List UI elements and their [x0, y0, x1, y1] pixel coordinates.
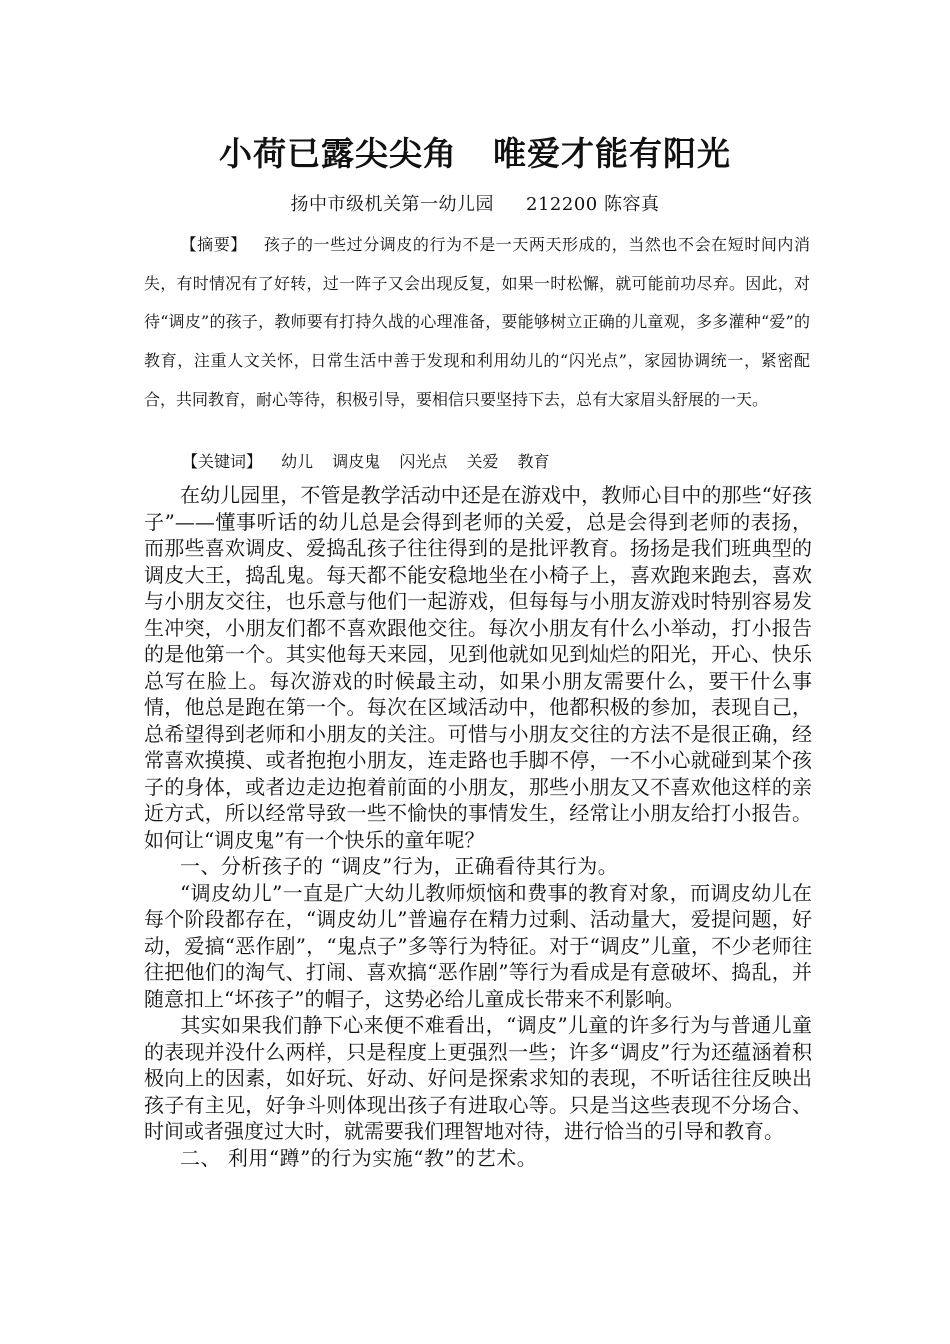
keyword-item: 幼儿 [281, 452, 314, 471]
body-paragraph [144, 880, 812, 1013]
section-heading [144, 853, 812, 880]
body-paragraph-text: “调皮幼儿”一直是广大幼儿教师烦恼和费事的教育对象，而调皮幼儿在每个阶段都存在，“调皮幼儿”普遍存在精力过剩、活动量大，爱提问题，好动，爱搞“恶作剧”，“鬼点子”多等行为特征。对于“调皮”儿童，不少老师往往把他们的淘气、打闹、喜欢搞“恶作剧”等行为看成是有意破坏、捣乱，并随意扣上“坏孩子”的帽子，这势必给儿童成长带来不利影响。 [144, 880, 812, 1011]
keywords [182, 448, 812, 476]
author-line [0, 190, 950, 216]
body-paragraph [144, 482, 812, 853]
title-part-1: 小荷已露尖尖角 [219, 134, 457, 173]
keyword-item: 闪光点 [399, 452, 448, 471]
title-part-2: 唯爱才能有阳光 [493, 134, 731, 173]
author-institution: 扬中市级机关第一幼儿园 [290, 194, 495, 215]
abstract-text: 孩子的一些过分调皮的行为不是一天两天形成的，当然也不会在短时间内消失，有时情况有了好转，过一阵子又会出现反复，如果一时松懈，就可能前功尽弃。因此，对待“调皮”的孩子，教师要有打持久战的心理准备，要能够树立正确的儿童观，多多灌种“爱”的教育，注重人文关怀，日常生活中善于发现和利用幼儿的“闪光点”，家园协调统一，紧密配合，共同教育，耐心等待，积极引导，要相信只要坚持下去，总有大家眉头舒展的一天。 [144, 235, 810, 409]
section-heading [144, 1145, 812, 1172]
author-postcode: 212200 [526, 194, 598, 215]
author-name: 陈容真 [603, 194, 660, 215]
keyword-item: 调皮鬼 [332, 452, 381, 471]
keyword-item: 教育 [517, 452, 550, 471]
page-title [0, 128, 950, 175]
keyword-item: 关爱 [466, 452, 499, 471]
abstract [144, 226, 810, 420]
section-heading-text: 一、分析孩子的 “调皮”行为，正确看待其行为。 [180, 854, 619, 878]
section-heading-text: 二、 利用“蹲”的行为实施“教”的艺术。 [180, 1145, 538, 1170]
keywords-label: 【关键词】 [182, 452, 263, 471]
abstract-label: 【摘要】 [180, 235, 247, 254]
body-text [144, 482, 812, 1171]
body-paragraph-text: 其实如果我们静下心来便不难看出，“调皮”儿童的许多行为与普通儿童的表现并没什么两样，只是程度上更强烈一些；许多“调皮”行为还蕴涵着积极向上的因素，如好玩、好动、好问是探索求知的表现，不听话往往反映出孩子有主见，好争斗则体现出孩子有进取心等。只是当这些表现不分场合、时间或者强度过大时，就需要我们理智地对待，进行恰当的引导和教育。 [144, 1013, 812, 1143]
body-paragraph-text: 在幼儿园里，不管是教学活动中还是在游戏中，教师心目中的那些“好孩子”——懂事听话的幼儿总是会得到老师的关爱，总是会得到老师的表扬，而那些喜欢调皮、爱捣乱孩子往往得到的是批评教育。扬扬是我们班典型的调皮大王，捣乱鬼。每天都不能安稳地坐在小椅子上，喜欢跑来跑去，喜欢与小朋友交往，也乐意与他们一起游戏，但每每与小朋友游戏时特别容易发生冲突，小朋友们都不喜欢跟他交往。每次小朋友有什么小举动，打小报告的是他第一个。其实他每天来园，见到他就如见到灿烂的阳光，开心、快乐总写在脸上。每次游戏的时候最主动，如果小朋友需要什么，要干什么事情，他总是跑在第一个。每次在区域活动中，他都积极的参加，表现自己，总希望得到老师和小朋友的关注。可惜与小朋友交往的方法不是很正确，经常喜欢摸摸、或者抱抱小朋友，连走路也手脚不停，一不小心就碰到某个孩子的身体，或者边走边抱着前面的小朋友，那些小朋友又不喜欢他这样的亲近方式，所以经常导致一些不愉快的事情发生，经常让小朋友给打小报告。如何让“调皮鬼”有一个快乐的童年呢？ [144, 483, 812, 852]
body-paragraph [144, 1012, 812, 1145]
